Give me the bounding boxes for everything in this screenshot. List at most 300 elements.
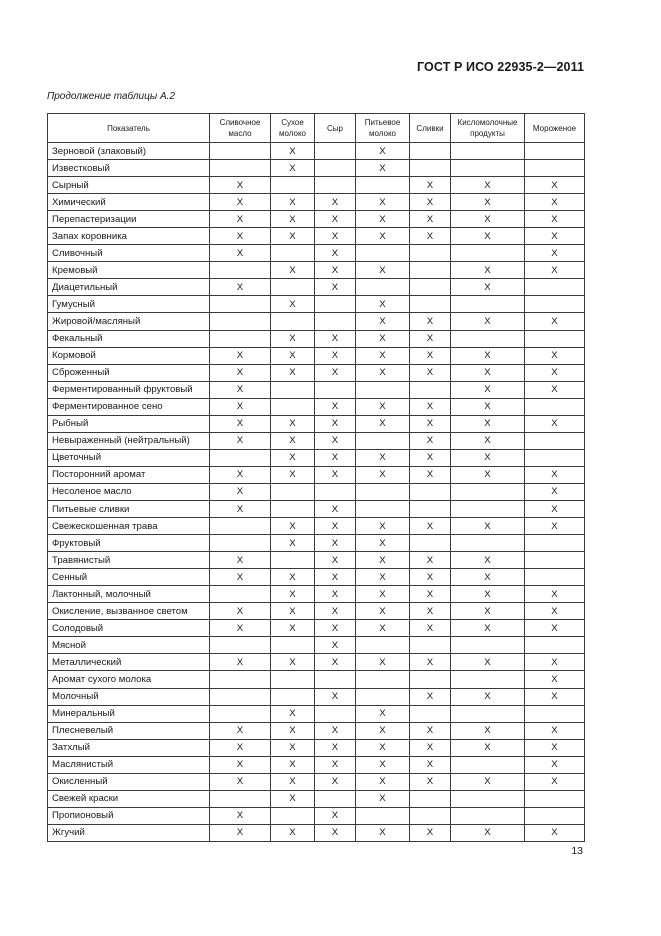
- mark-cell: X: [271, 790, 315, 807]
- mark-cell: X: [356, 586, 410, 603]
- mark-cell: [410, 143, 451, 160]
- mark-cell: X: [210, 756, 271, 773]
- table-row: [48, 398, 585, 415]
- mark-cell: X: [271, 569, 315, 586]
- mark-cell: [410, 245, 451, 262]
- indicator-cell: Ферментированное сено: [48, 398, 210, 415]
- mark-cell: [525, 330, 585, 347]
- mark-cell: [451, 245, 525, 262]
- mark-cell: X: [271, 739, 315, 756]
- mark-cell: [210, 688, 271, 705]
- table-row: [48, 245, 585, 262]
- mark-cell: X: [356, 790, 410, 807]
- mark-cell: [210, 262, 271, 279]
- mark-cell: X: [271, 773, 315, 790]
- table-row: [48, 518, 585, 535]
- mark-cell: X: [451, 313, 525, 330]
- mark-cell: X: [525, 194, 585, 211]
- mark-cell: [410, 483, 451, 500]
- mark-cell: X: [271, 722, 315, 739]
- mark-cell: [451, 790, 525, 807]
- table-row: [48, 620, 585, 637]
- indicator-cell: Маслянистый: [48, 756, 210, 773]
- indicator-cell: Сырный: [48, 177, 210, 194]
- indicator-cell: Свежескошенная трава: [48, 518, 210, 535]
- mark-cell: [410, 535, 451, 552]
- table-row: [48, 807, 585, 824]
- mark-cell: X: [210, 194, 271, 211]
- mark-cell: [315, 705, 356, 722]
- mark-cell: [271, 671, 315, 688]
- mark-cell: [271, 381, 315, 398]
- mark-cell: [451, 296, 525, 313]
- mark-cell: X: [315, 586, 356, 603]
- mark-cell: [410, 705, 451, 722]
- mark-cell: X: [315, 347, 356, 364]
- mark-cell: [525, 296, 585, 313]
- mark-cell: X: [315, 415, 356, 432]
- mark-cell: X: [410, 824, 451, 841]
- mark-cell: X: [210, 654, 271, 671]
- indicator-cell: Несоленое масло: [48, 483, 210, 500]
- table-row: [48, 347, 585, 364]
- indicator-cell: Кремовый: [48, 262, 210, 279]
- mark-cell: X: [315, 245, 356, 262]
- mark-cell: [271, 398, 315, 415]
- mark-cell: [525, 449, 585, 466]
- mark-cell: X: [356, 756, 410, 773]
- column-header-indicator: Показатель: [48, 114, 210, 143]
- mark-cell: X: [410, 586, 451, 603]
- table-caption: Продолжение таблицы А.2: [47, 91, 175, 102]
- mark-cell: X: [525, 688, 585, 705]
- mark-cell: X: [410, 620, 451, 637]
- mark-cell: [271, 177, 315, 194]
- mark-cell: X: [210, 381, 271, 398]
- mark-cell: X: [451, 603, 525, 620]
- mark-cell: X: [271, 194, 315, 211]
- table-row: [48, 756, 585, 773]
- mark-cell: X: [356, 620, 410, 637]
- mark-cell: X: [315, 466, 356, 483]
- column-header-fermented-products: Кисломолочные продукты: [451, 114, 525, 143]
- mark-cell: X: [315, 211, 356, 228]
- mark-cell: [451, 160, 525, 177]
- mark-cell: X: [271, 330, 315, 347]
- mark-cell: [356, 245, 410, 262]
- mark-cell: X: [356, 552, 410, 569]
- indicator-cell: Питьевые сливки: [48, 500, 210, 517]
- mark-cell: X: [451, 398, 525, 415]
- mark-cell: [210, 518, 271, 535]
- indicator-cell: Фруктовый: [48, 535, 210, 552]
- indicator-cell: Минеральный: [48, 705, 210, 722]
- table-row: [48, 535, 585, 552]
- mark-cell: X: [356, 262, 410, 279]
- mark-cell: X: [356, 449, 410, 466]
- mark-cell: X: [525, 739, 585, 756]
- indicator-cell: Окисление, вызванное светом: [48, 603, 210, 620]
- mark-cell: X: [271, 654, 315, 671]
- mark-cell: X: [451, 449, 525, 466]
- mark-cell: X: [356, 466, 410, 483]
- mark-cell: X: [315, 603, 356, 620]
- mark-cell: X: [271, 535, 315, 552]
- mark-cell: X: [410, 569, 451, 586]
- mark-cell: [271, 500, 315, 517]
- mark-cell: [451, 330, 525, 347]
- mark-cell: [525, 637, 585, 654]
- mark-cell: X: [410, 364, 451, 381]
- mark-cell: X: [210, 483, 271, 500]
- mark-cell: [271, 279, 315, 296]
- table-row: [48, 415, 585, 432]
- mark-cell: X: [315, 807, 356, 824]
- mark-cell: [315, 143, 356, 160]
- mark-cell: X: [315, 364, 356, 381]
- mark-cell: X: [315, 654, 356, 671]
- table-row: [48, 160, 585, 177]
- mark-cell: X: [210, 364, 271, 381]
- table-row: [48, 211, 585, 228]
- mark-cell: X: [525, 756, 585, 773]
- mark-cell: X: [356, 330, 410, 347]
- indicator-cell: Перепастеризации: [48, 211, 210, 228]
- table-row: [48, 483, 585, 500]
- mark-cell: X: [315, 552, 356, 569]
- mark-cell: X: [356, 773, 410, 790]
- mark-cell: [525, 790, 585, 807]
- mark-cell: X: [315, 569, 356, 586]
- mark-cell: X: [315, 228, 356, 245]
- column-header-cheese: Сыр: [315, 114, 356, 143]
- mark-cell: [356, 483, 410, 500]
- mark-cell: X: [271, 432, 315, 449]
- indicator-cell: Цветочный: [48, 449, 210, 466]
- mark-cell: X: [525, 824, 585, 841]
- mark-cell: X: [356, 535, 410, 552]
- mark-cell: X: [315, 500, 356, 517]
- mark-cell: X: [451, 432, 525, 449]
- mark-cell: X: [356, 398, 410, 415]
- mark-cell: [210, 586, 271, 603]
- mark-cell: [210, 790, 271, 807]
- mark-cell: [356, 807, 410, 824]
- column-header-milk-powder: Сухое молоко: [271, 114, 315, 143]
- mark-cell: X: [271, 296, 315, 313]
- mark-cell: X: [410, 432, 451, 449]
- table-row: [48, 500, 585, 517]
- mark-cell: X: [315, 773, 356, 790]
- mark-cell: X: [451, 552, 525, 569]
- mark-cell: X: [315, 518, 356, 535]
- mark-cell: X: [451, 518, 525, 535]
- mark-cell: [356, 279, 410, 296]
- mark-cell: X: [410, 415, 451, 432]
- mark-cell: X: [525, 381, 585, 398]
- column-header-drinking-milk: Питьевое молоко: [356, 114, 410, 143]
- mark-cell: X: [271, 705, 315, 722]
- mark-cell: [315, 313, 356, 330]
- mark-cell: X: [525, 518, 585, 535]
- mark-cell: [410, 790, 451, 807]
- mark-cell: X: [410, 211, 451, 228]
- table-row: [48, 364, 585, 381]
- mark-cell: X: [525, 262, 585, 279]
- mark-cell: X: [410, 552, 451, 569]
- mark-cell: X: [410, 466, 451, 483]
- mark-cell: X: [210, 177, 271, 194]
- mark-cell: X: [451, 279, 525, 296]
- mark-cell: [315, 381, 356, 398]
- mark-cell: X: [525, 586, 585, 603]
- mark-cell: X: [451, 620, 525, 637]
- mark-cell: [525, 552, 585, 569]
- table-row: [48, 790, 585, 807]
- indicator-cell: Гумусный: [48, 296, 210, 313]
- mark-cell: X: [271, 756, 315, 773]
- mark-cell: X: [271, 364, 315, 381]
- mark-cell: [410, 500, 451, 517]
- mark-cell: [271, 807, 315, 824]
- table-row: [48, 637, 585, 654]
- mark-cell: X: [356, 211, 410, 228]
- mark-cell: [451, 637, 525, 654]
- mark-cell: X: [525, 671, 585, 688]
- mark-cell: X: [210, 773, 271, 790]
- mark-cell: [315, 483, 356, 500]
- indicator-cell: Свежей краски: [48, 790, 210, 807]
- mark-cell: [271, 313, 315, 330]
- indicator-cell: Металлический: [48, 654, 210, 671]
- mark-cell: X: [451, 722, 525, 739]
- mark-cell: X: [451, 773, 525, 790]
- document-header-title: ГОСТ Р ИСО 22935-2—2011: [417, 60, 584, 74]
- mark-cell: X: [210, 500, 271, 517]
- mark-cell: X: [525, 500, 585, 517]
- table-row: [48, 722, 585, 739]
- mark-cell: X: [451, 381, 525, 398]
- mark-cell: X: [410, 228, 451, 245]
- mark-cell: X: [451, 211, 525, 228]
- mark-cell: [525, 807, 585, 824]
- mark-cell: X: [210, 739, 271, 756]
- mark-cell: X: [271, 466, 315, 483]
- table-row: [48, 143, 585, 160]
- mark-cell: X: [525, 603, 585, 620]
- indicator-cell: Молочный: [48, 688, 210, 705]
- mark-cell: [410, 807, 451, 824]
- table-body: [48, 143, 585, 842]
- mark-cell: X: [525, 177, 585, 194]
- column-header-butter: Сливочное масло: [210, 114, 271, 143]
- table-row: [48, 569, 585, 586]
- mark-cell: X: [525, 347, 585, 364]
- indicator-cell: Ферментированный фруктовый: [48, 381, 210, 398]
- mark-cell: X: [271, 143, 315, 160]
- mark-cell: X: [525, 483, 585, 500]
- mark-cell: [525, 705, 585, 722]
- indicator-cell: Кормовой: [48, 347, 210, 364]
- indicator-cell: Пропионовый: [48, 807, 210, 824]
- table-row: [48, 432, 585, 449]
- mark-cell: X: [525, 466, 585, 483]
- indicator-cell: Запах коровника: [48, 228, 210, 245]
- table-row: [48, 313, 585, 330]
- page-number: 13: [571, 845, 583, 857]
- table-row: [48, 603, 585, 620]
- mark-cell: X: [271, 620, 315, 637]
- mark-cell: X: [356, 364, 410, 381]
- mark-cell: X: [410, 722, 451, 739]
- mark-cell: X: [271, 586, 315, 603]
- mark-cell: X: [315, 824, 356, 841]
- mark-cell: [525, 279, 585, 296]
- mark-cell: X: [210, 722, 271, 739]
- mark-cell: [410, 381, 451, 398]
- mark-cell: [451, 756, 525, 773]
- mark-cell: X: [210, 398, 271, 415]
- indicator-cell: Известковый: [48, 160, 210, 177]
- mark-cell: X: [525, 654, 585, 671]
- mark-cell: X: [210, 552, 271, 569]
- mark-cell: [525, 569, 585, 586]
- mark-cell: [356, 688, 410, 705]
- mark-cell: [271, 637, 315, 654]
- mark-cell: [525, 398, 585, 415]
- mark-cell: [410, 262, 451, 279]
- mark-cell: [271, 483, 315, 500]
- mark-cell: X: [451, 415, 525, 432]
- mark-cell: X: [410, 739, 451, 756]
- mark-cell: [271, 552, 315, 569]
- mark-cell: X: [356, 347, 410, 364]
- mark-cell: X: [271, 160, 315, 177]
- mark-cell: [315, 177, 356, 194]
- mark-cell: X: [315, 637, 356, 654]
- mark-cell: [525, 432, 585, 449]
- mark-cell: [356, 500, 410, 517]
- table-row: [48, 177, 585, 194]
- mark-cell: [210, 313, 271, 330]
- mark-cell: [410, 671, 451, 688]
- mark-cell: X: [356, 722, 410, 739]
- mark-cell: [525, 160, 585, 177]
- mark-cell: X: [271, 228, 315, 245]
- mark-cell: X: [315, 330, 356, 347]
- mark-cell: X: [315, 432, 356, 449]
- mark-cell: X: [451, 177, 525, 194]
- mark-cell: X: [271, 518, 315, 535]
- mark-cell: X: [410, 773, 451, 790]
- table-row: [48, 824, 585, 841]
- mark-cell: X: [271, 449, 315, 466]
- mark-cell: X: [210, 603, 271, 620]
- table-row: [48, 552, 585, 569]
- mark-cell: X: [356, 654, 410, 671]
- mark-cell: [451, 535, 525, 552]
- indicator-cell: Затхлый: [48, 739, 210, 756]
- mark-cell: [356, 671, 410, 688]
- mark-cell: X: [410, 756, 451, 773]
- mark-cell: [210, 671, 271, 688]
- indicator-cell: Жгучий: [48, 824, 210, 841]
- flavor-table: [47, 113, 585, 842]
- mark-cell: X: [315, 688, 356, 705]
- mark-cell: [315, 671, 356, 688]
- table-row: [48, 330, 585, 347]
- indicator-cell: Сенный: [48, 569, 210, 586]
- mark-cell: X: [525, 415, 585, 432]
- indicator-cell: Фекальный: [48, 330, 210, 347]
- table-row: [48, 279, 585, 296]
- mark-cell: X: [410, 194, 451, 211]
- table-row: [48, 773, 585, 790]
- mark-cell: [315, 296, 356, 313]
- table-row: [48, 739, 585, 756]
- mark-cell: X: [271, 211, 315, 228]
- mark-cell: [451, 671, 525, 688]
- mark-cell: X: [451, 194, 525, 211]
- mark-cell: X: [525, 620, 585, 637]
- mark-cell: X: [315, 535, 356, 552]
- table-row: [48, 449, 585, 466]
- mark-cell: X: [210, 347, 271, 364]
- mark-cell: X: [356, 415, 410, 432]
- mark-cell: X: [525, 228, 585, 245]
- mark-cell: [356, 381, 410, 398]
- mark-cell: X: [210, 279, 271, 296]
- mark-cell: [271, 688, 315, 705]
- mark-cell: X: [315, 194, 356, 211]
- mark-cell: [315, 160, 356, 177]
- indicator-cell: Рыбный: [48, 415, 210, 432]
- mark-cell: X: [271, 824, 315, 841]
- mark-cell: X: [525, 722, 585, 739]
- mark-cell: X: [315, 398, 356, 415]
- mark-cell: X: [525, 313, 585, 330]
- mark-cell: X: [451, 228, 525, 245]
- mark-cell: [410, 160, 451, 177]
- mark-cell: X: [356, 705, 410, 722]
- mark-cell: X: [315, 722, 356, 739]
- mark-cell: [356, 177, 410, 194]
- indicator-cell: Жировой/масляный: [48, 313, 210, 330]
- table-row: [48, 194, 585, 211]
- indicator-cell: Лактонный, молочный: [48, 586, 210, 603]
- mark-cell: X: [271, 415, 315, 432]
- mark-cell: [315, 790, 356, 807]
- mark-cell: X: [451, 364, 525, 381]
- mark-cell: [525, 535, 585, 552]
- mark-cell: X: [410, 330, 451, 347]
- mark-cell: X: [210, 245, 271, 262]
- mark-cell: [451, 705, 525, 722]
- indicator-cell: Мясной: [48, 637, 210, 654]
- mark-cell: [451, 807, 525, 824]
- mark-cell: X: [356, 313, 410, 330]
- mark-cell: X: [410, 688, 451, 705]
- indicator-cell: Химический: [48, 194, 210, 211]
- mark-cell: X: [356, 739, 410, 756]
- mark-cell: [451, 143, 525, 160]
- mark-cell: X: [451, 586, 525, 603]
- mark-cell: X: [210, 466, 271, 483]
- mark-cell: X: [410, 654, 451, 671]
- mark-cell: X: [451, 347, 525, 364]
- mark-cell: X: [271, 347, 315, 364]
- indicator-cell: Зерновой (злаковый): [48, 143, 210, 160]
